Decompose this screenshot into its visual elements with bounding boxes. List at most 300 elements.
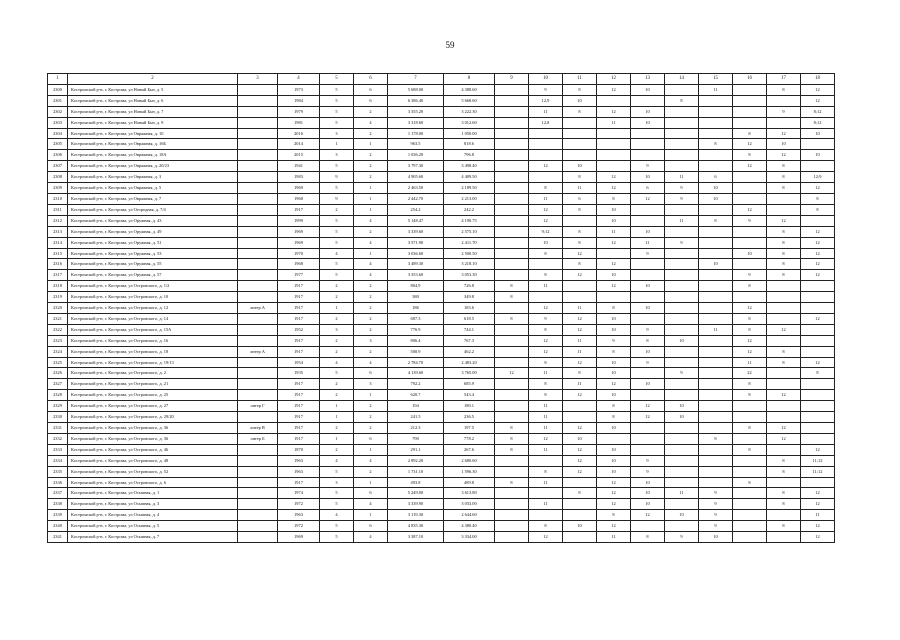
table-cell bbox=[767, 401, 801, 412]
table-cell bbox=[767, 532, 801, 543]
row-number-cell: 2319 bbox=[48, 292, 68, 303]
table-cell: 1 bbox=[320, 401, 354, 412]
table-cell: 10 bbox=[699, 259, 733, 270]
table-cell bbox=[495, 357, 529, 368]
table-cell: 2 213.00 bbox=[444, 193, 495, 204]
table-cell: 2 bbox=[354, 106, 388, 117]
table-cell: 12 bbox=[529, 303, 563, 314]
table-cell: 10 bbox=[631, 499, 665, 510]
table-cell: 8 bbox=[733, 477, 767, 488]
table-cell: 8 bbox=[801, 193, 835, 204]
table-cell: 12 bbox=[597, 379, 631, 390]
table-cell bbox=[495, 499, 529, 510]
table-cell: 744.1 bbox=[444, 324, 495, 335]
table-cell: 12 bbox=[733, 303, 767, 314]
table-cell: 620.7 bbox=[388, 390, 444, 401]
table-row bbox=[48, 237, 835, 248]
table-row bbox=[48, 281, 835, 292]
table-cell bbox=[238, 204, 278, 215]
table-cell: 8 bbox=[767, 161, 801, 172]
table-cell bbox=[665, 270, 699, 281]
table-cell: 8 bbox=[529, 183, 563, 194]
table-cell bbox=[767, 412, 801, 423]
column-number-cell: 10 bbox=[529, 74, 563, 85]
table-row bbox=[48, 444, 835, 455]
table-cell: 11 bbox=[563, 183, 597, 194]
table-cell: 10 bbox=[801, 150, 835, 161]
table-cell: 9 bbox=[699, 521, 733, 532]
table-cell: 8 bbox=[733, 423, 767, 434]
table-cell bbox=[665, 390, 699, 401]
table-cell: 804.9 bbox=[388, 281, 444, 292]
table-cell bbox=[733, 521, 767, 532]
table-cell: 2 bbox=[354, 150, 388, 161]
table-cell bbox=[238, 379, 278, 390]
table-cell: 5 bbox=[320, 499, 354, 510]
table-cell: 1917 bbox=[278, 303, 320, 314]
table-cell: 9 bbox=[631, 466, 665, 477]
table-cell: 8 bbox=[597, 510, 631, 521]
table-cell: 10 bbox=[597, 324, 631, 335]
table-cell: 186 bbox=[388, 303, 444, 314]
table-cell bbox=[801, 346, 835, 357]
table-cell bbox=[495, 106, 529, 117]
table-cell: 1963 bbox=[278, 455, 320, 466]
table-cell bbox=[495, 303, 529, 314]
address-cell: Костромской р-н, г. Кострома, ул Островского, д. 15А bbox=[68, 324, 238, 335]
table-cell: 8 bbox=[631, 532, 665, 543]
table-cell: 11 bbox=[563, 346, 597, 357]
row-number-cell: 2304 bbox=[48, 128, 68, 139]
table-cell: 618.5 bbox=[444, 313, 495, 324]
table-cell: 4 388.60 bbox=[444, 84, 495, 95]
table-cell: 194 bbox=[388, 401, 444, 412]
address-cell: Костромской р-н, г. Кострома, ул Островского, д. 25 bbox=[68, 390, 238, 401]
table-cell: 10 bbox=[563, 433, 597, 444]
address-cell: Костромской р-н, г. Кострома, ул Овражная, д. 7 bbox=[68, 193, 238, 204]
table-cell: 349.8 bbox=[444, 292, 495, 303]
table-cell: 9 bbox=[665, 532, 699, 543]
table-cell: 12 bbox=[563, 390, 597, 401]
table-cell: 9 bbox=[631, 455, 665, 466]
table-cell bbox=[597, 150, 631, 161]
table-cell: 1941 bbox=[278, 161, 320, 172]
table-cell: 2 bbox=[320, 423, 354, 434]
table-cell: 3 bbox=[320, 150, 354, 161]
table-cell: 12 bbox=[529, 346, 563, 357]
table-cell bbox=[529, 150, 563, 161]
table-cell bbox=[238, 488, 278, 499]
table-cell bbox=[238, 466, 278, 477]
table-cell bbox=[665, 313, 699, 324]
row-number-cell: 2327 bbox=[48, 379, 68, 390]
table-cell bbox=[238, 357, 278, 368]
table-cell: 1 bbox=[320, 412, 354, 423]
table-cell: 8 bbox=[733, 379, 767, 390]
table-cell: 12 bbox=[801, 226, 835, 237]
table-cell: 8 bbox=[563, 368, 597, 379]
table-cell bbox=[767, 303, 801, 314]
table-cell bbox=[699, 128, 733, 139]
table-cell: 12 bbox=[767, 423, 801, 434]
table-cell: 11 bbox=[665, 215, 699, 226]
table-row bbox=[48, 433, 835, 444]
address-cell: Костромской р-н, г. Кострома, ул Овражная, д. 20/23 bbox=[68, 161, 238, 172]
table-cell: 1968 bbox=[278, 193, 320, 204]
table-cell: 8 bbox=[733, 444, 767, 455]
address-cell: Костромской р-н, г. Кострома, ул Островского, д. 36 bbox=[68, 423, 238, 434]
table-cell: литер Б bbox=[238, 433, 278, 444]
table-cell bbox=[495, 401, 529, 412]
table-cell: 1970 bbox=[278, 248, 320, 259]
row-number-cell: 2318 bbox=[48, 281, 68, 292]
table-cell: 11 bbox=[801, 510, 835, 521]
table-cell bbox=[238, 172, 278, 183]
table-cell: 10 bbox=[631, 488, 665, 499]
table-cell: 8 bbox=[733, 324, 767, 335]
table-cell: 3 387.10 bbox=[388, 532, 444, 543]
table-cell: 1917 bbox=[278, 401, 320, 412]
column-number-cell: 13 bbox=[631, 74, 665, 85]
table-cell: 8 bbox=[733, 313, 767, 324]
table-cell bbox=[699, 412, 733, 423]
table-cell: 10 bbox=[597, 466, 631, 477]
address-cell: Костромской р-н, г. Кострома, ул Островского, д. 52 bbox=[68, 466, 238, 477]
table-cell: 12 bbox=[597, 521, 631, 532]
table-cell: 241.5 bbox=[388, 412, 444, 423]
row-number-cell: 2336 bbox=[48, 477, 68, 488]
table-cell: 11 bbox=[529, 106, 563, 117]
table-cell: 2 bbox=[354, 226, 388, 237]
table-cell bbox=[665, 379, 699, 390]
table-cell: 2 bbox=[320, 292, 354, 303]
table-cell bbox=[238, 226, 278, 237]
row-number-cell: 2310 bbox=[48, 193, 68, 204]
table-cell: 12 bbox=[529, 532, 563, 543]
table-cell: 5 668.60 bbox=[444, 95, 495, 106]
table-cell: 2 575.10 bbox=[444, 226, 495, 237]
table-cell: 5 bbox=[320, 532, 354, 543]
table-cell bbox=[699, 270, 733, 281]
table-cell: 10 bbox=[597, 455, 631, 466]
table-cell: 12 bbox=[801, 444, 835, 455]
table-cell bbox=[563, 477, 597, 488]
table-cell: 12 bbox=[801, 488, 835, 499]
table-cell bbox=[529, 292, 563, 303]
table-cell bbox=[238, 335, 278, 346]
address-cell: Костромской р-н, г. Кострома, ул Новый Быт, д. 5 bbox=[68, 84, 238, 95]
table-cell: 11 bbox=[665, 172, 699, 183]
table-cell: 3 613.80 bbox=[444, 488, 495, 499]
table-cell: 3 119.30 bbox=[388, 510, 444, 521]
table-cell bbox=[495, 128, 529, 139]
table-cell: 3 353.60 bbox=[388, 270, 444, 281]
table-cell: 10 bbox=[597, 204, 631, 215]
table-cell: 5 688.00 bbox=[388, 84, 444, 95]
table-cell: 212.3 bbox=[388, 423, 444, 434]
table-cell: 12 bbox=[597, 84, 631, 95]
table-cell bbox=[631, 368, 665, 379]
table-cell: 4 380.40 bbox=[444, 521, 495, 532]
housing-table-container bbox=[47, 73, 824, 543]
table-cell: 5 148.47 bbox=[388, 215, 444, 226]
table-cell bbox=[238, 532, 278, 543]
table-cell bbox=[495, 237, 529, 248]
address-cell: Костромской р-н, г. Кострома, ул Островского, д. 16 bbox=[68, 335, 238, 346]
table-cell: 11 bbox=[529, 193, 563, 204]
table-cell: 10 bbox=[597, 444, 631, 455]
address-cell: Костромской р-н, г. Кострома, ул Овражная, д. 16Б bbox=[68, 139, 238, 150]
table-cell bbox=[665, 303, 699, 314]
table-cell bbox=[238, 510, 278, 521]
table-cell: 9 bbox=[699, 510, 733, 521]
table-cell bbox=[665, 139, 699, 150]
table-cell: 9 bbox=[320, 172, 354, 183]
table-cell bbox=[665, 455, 699, 466]
table-cell bbox=[699, 423, 733, 434]
table-cell bbox=[665, 477, 699, 488]
table-cell: 12 bbox=[631, 401, 665, 412]
address-cell: Костромской р-н, г. Кострома, ул Островского, д. 19/13 bbox=[68, 357, 238, 368]
table-row bbox=[48, 499, 835, 510]
table-cell bbox=[801, 379, 835, 390]
table-cell: 1973 bbox=[278, 84, 320, 95]
table-cell bbox=[563, 499, 597, 510]
table-cell: 2 680.60 bbox=[444, 455, 495, 466]
table-cell bbox=[238, 412, 278, 423]
table-cell: 2 bbox=[320, 335, 354, 346]
table-cell: 1968 bbox=[278, 259, 320, 270]
table-cell bbox=[529, 128, 563, 139]
table-cell: 8 bbox=[767, 270, 801, 281]
table-cell: 12 bbox=[597, 499, 631, 510]
address-cell: Костромской р-н, г. Кострома, ул Оружная, д. 49 bbox=[68, 226, 238, 237]
table-cell: 2 442.70 bbox=[388, 193, 444, 204]
table-cell: 10 bbox=[665, 401, 699, 412]
row-number-cell: 2301 bbox=[48, 95, 68, 106]
table-cell bbox=[238, 248, 278, 259]
table-cell: 543.4 bbox=[444, 390, 495, 401]
table-cell: 1 bbox=[354, 444, 388, 455]
address-cell: Костромской р-н, г. Кострома, ул Оружная, д. 53 bbox=[68, 248, 238, 259]
table-cell bbox=[631, 313, 665, 324]
table-cell: 9 bbox=[665, 193, 699, 204]
table-cell: 3 bbox=[320, 324, 354, 335]
table-cell: 10 bbox=[597, 368, 631, 379]
table-cell: 8 bbox=[767, 499, 801, 510]
table-row bbox=[48, 139, 835, 150]
table-cell bbox=[495, 521, 529, 532]
table-cell: 8 bbox=[767, 237, 801, 248]
table-cell bbox=[665, 281, 699, 292]
table-row bbox=[48, 455, 835, 466]
table-cell: 9 bbox=[665, 237, 699, 248]
table-cell: 3 012.60 bbox=[444, 117, 495, 128]
table-cell: 1 178.00 bbox=[388, 128, 444, 139]
table-cell: 790 bbox=[388, 433, 444, 444]
table-cell: 12 bbox=[767, 215, 801, 226]
table-cell: 4 bbox=[354, 215, 388, 226]
table-cell bbox=[495, 193, 529, 204]
table-cell bbox=[597, 161, 631, 172]
row-number-cell: 2341 bbox=[48, 532, 68, 543]
table-cell: 5 bbox=[320, 215, 354, 226]
table-cell bbox=[733, 499, 767, 510]
table-row bbox=[48, 335, 835, 346]
row-number-cell: 2320 bbox=[48, 303, 68, 314]
table-cell bbox=[733, 193, 767, 204]
table-cell bbox=[733, 292, 767, 303]
row-number-cell: 2302 bbox=[48, 106, 68, 117]
table-cell: 12 bbox=[801, 532, 835, 543]
table-cell bbox=[665, 444, 699, 455]
column-number-cell: 7 bbox=[388, 74, 444, 85]
table-cell: 12 bbox=[767, 128, 801, 139]
table-cell: 8 bbox=[665, 95, 699, 106]
table-cell: 1977 bbox=[278, 270, 320, 281]
table-cell bbox=[733, 172, 767, 183]
table-cell: 806.4 bbox=[388, 335, 444, 346]
table-cell: 1969 bbox=[278, 183, 320, 194]
table-cell bbox=[495, 455, 529, 466]
column-number-cell: 9 bbox=[495, 74, 529, 85]
table-cell: 1979 bbox=[278, 106, 320, 117]
table-cell bbox=[238, 477, 278, 488]
row-number-cell: 2329 bbox=[48, 401, 68, 412]
row-number-cell: 2305 bbox=[48, 139, 68, 150]
table-cell bbox=[801, 412, 835, 423]
table-cell: 2 bbox=[320, 379, 354, 390]
table-cell: 3 498.40 bbox=[444, 161, 495, 172]
table-cell bbox=[767, 510, 801, 521]
row-number-cell: 2328 bbox=[48, 390, 68, 401]
table-cell: 10 bbox=[597, 313, 631, 324]
table-cell bbox=[563, 215, 597, 226]
table-cell bbox=[801, 139, 835, 150]
table-cell: 1917 bbox=[278, 292, 320, 303]
table-cell: 5 bbox=[320, 161, 354, 172]
table-cell: 4 bbox=[320, 357, 354, 368]
table-cell bbox=[631, 433, 665, 444]
table-cell bbox=[767, 95, 801, 106]
table-cell: 8 bbox=[767, 248, 801, 259]
table-cell: 12 bbox=[733, 161, 767, 172]
row-number-cell: 2324 bbox=[48, 346, 68, 357]
table-cell: 9 bbox=[665, 183, 699, 194]
table-cell bbox=[801, 292, 835, 303]
table-cell: 5 249.00 bbox=[388, 488, 444, 499]
table-row bbox=[48, 106, 835, 117]
table-cell: 12 bbox=[529, 161, 563, 172]
table-cell bbox=[665, 204, 699, 215]
table-cell bbox=[238, 455, 278, 466]
table-cell: 12 bbox=[563, 444, 597, 455]
table-cell: 778.2 bbox=[444, 433, 495, 444]
table-cell: 8 bbox=[529, 357, 563, 368]
table-cell bbox=[238, 390, 278, 401]
table-row bbox=[48, 521, 835, 532]
table-cell: 6 bbox=[354, 84, 388, 95]
address-cell: Костромской р-н, г. Кострома, ул Островского, д. 14 bbox=[68, 313, 238, 324]
table-row bbox=[48, 313, 835, 324]
table-cell: 4 bbox=[354, 357, 388, 368]
table-cell: 1 bbox=[354, 183, 388, 194]
table-cell: 10 bbox=[529, 237, 563, 248]
table-cell bbox=[699, 401, 733, 412]
table-cell bbox=[631, 150, 665, 161]
table-cell bbox=[495, 510, 529, 521]
row-number-cell: 2325 bbox=[48, 357, 68, 368]
table-cell: 1917 bbox=[278, 412, 320, 423]
table-cell bbox=[495, 412, 529, 423]
table-cell: 11 bbox=[563, 303, 597, 314]
table-cell: 1870 bbox=[278, 444, 320, 455]
table-cell: 4 409.50 bbox=[444, 172, 495, 183]
table-cell: 5 bbox=[320, 259, 354, 270]
table-cell bbox=[699, 292, 733, 303]
table-cell: 10 bbox=[631, 281, 665, 292]
table-cell bbox=[733, 466, 767, 477]
table-cell bbox=[665, 499, 699, 510]
table-cell: 12 bbox=[631, 412, 665, 423]
table-row bbox=[48, 390, 835, 401]
row-number-cell: 2303 bbox=[48, 117, 68, 128]
table-cell bbox=[238, 84, 278, 95]
table-cell: 8 bbox=[767, 521, 801, 532]
address-cell: Костромской р-н, г. Кострома, ул Осыпная, д. 4 bbox=[68, 510, 238, 521]
table-cell: 8 bbox=[563, 204, 597, 215]
table-cell: 10 bbox=[631, 379, 665, 390]
table-cell: 4 bbox=[320, 510, 354, 521]
table-cell bbox=[733, 510, 767, 521]
table-cell: 12 bbox=[597, 281, 631, 292]
table-cell: 10 bbox=[563, 521, 597, 532]
column-number-cell: 4 bbox=[278, 74, 320, 85]
table-cell: 1 596.30 bbox=[444, 466, 495, 477]
table-cell bbox=[699, 95, 733, 106]
table-cell: 5 bbox=[320, 226, 354, 237]
table-cell bbox=[699, 303, 733, 314]
table-cell bbox=[699, 161, 733, 172]
table-cell: 291.1 bbox=[388, 444, 444, 455]
table-cell: 1 050.00 bbox=[444, 128, 495, 139]
table-cell: 1969 bbox=[278, 226, 320, 237]
table-cell: 4 bbox=[354, 117, 388, 128]
table-cell bbox=[767, 379, 801, 390]
table-cell: 8 bbox=[529, 248, 563, 259]
table-cell: 2015 bbox=[278, 150, 320, 161]
table-cell: 2 411.70 bbox=[444, 237, 495, 248]
table-cell: 12 bbox=[563, 455, 597, 466]
table-cell: 8 bbox=[563, 172, 597, 183]
table-row bbox=[48, 466, 835, 477]
table-cell bbox=[495, 532, 529, 543]
address-cell: Костромской р-н, г. Кострома, ул Островского, д. 27 bbox=[68, 401, 238, 412]
table-cell: 22 bbox=[733, 368, 767, 379]
table-cell: 12 bbox=[597, 488, 631, 499]
table-cell: 8 bbox=[563, 237, 597, 248]
table-cell: 8 bbox=[733, 128, 767, 139]
table-cell: 11;12 bbox=[801, 455, 835, 466]
address-cell: Костромской р-н, г. Кострома, ул Осыпная, д. 3 bbox=[68, 499, 238, 510]
table-cell bbox=[631, 128, 665, 139]
table-cell: 12 bbox=[767, 324, 801, 335]
table-cell: 1 bbox=[354, 139, 388, 150]
table-cell bbox=[733, 95, 767, 106]
table-cell: 2 bbox=[354, 401, 388, 412]
table-cell: 11 bbox=[563, 379, 597, 390]
table-cell: 1983 bbox=[278, 172, 320, 183]
